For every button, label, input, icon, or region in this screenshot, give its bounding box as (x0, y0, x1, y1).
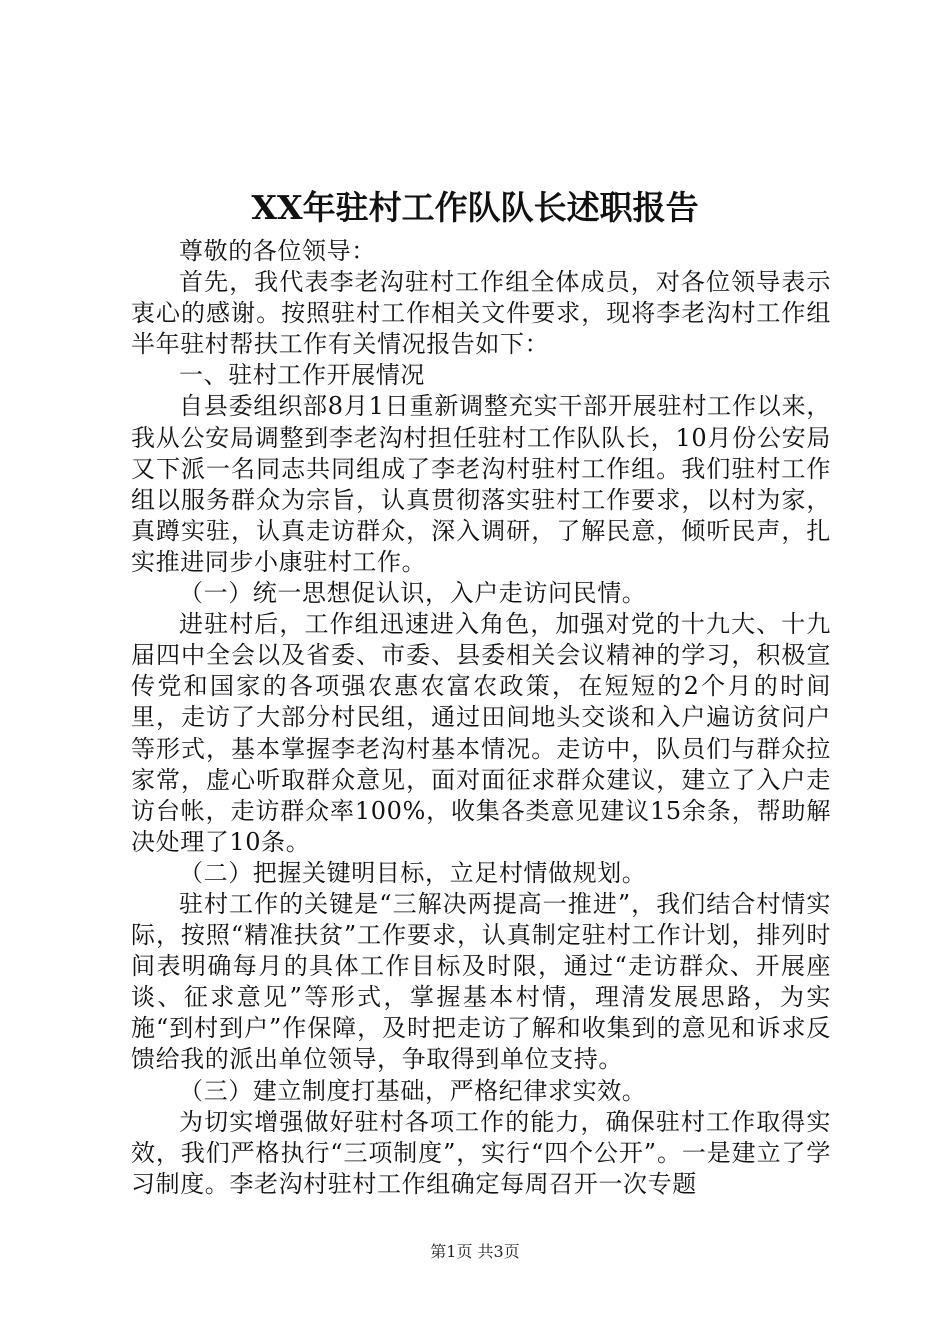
subsection-heading-1: （一）统一思想促认识，入户走访问民情。 (179, 579, 647, 608)
body-paragraph: 为切实增强做好驻村各项工作的能力，确保驻村工作取得实效，我们严格执行“三项制度”，实行“四个公开”。一是建立了学习制度。李老沟村驻村工作组确定每周召开一次专题 (131, 1107, 831, 1198)
document-title: XX年驻村工作队队长述职报告 (251, 188, 699, 227)
body-paragraph: 自县委组织部8月1日重新调整充实干部开展驻村工作以来，我从公安局调整到李老沟村担任驻村工作队队长，10月份公安局又下派一名同志共同组成了李老沟村驻村工作组。我们驻村工作组以服务群众为宗旨，认真贯彻落实驻村工作要求，以村为家，真蹲实驻，认真走访群众，深入调研，了解民意，倾听民声，扎实推进同步小康驻村工作。 (131, 392, 831, 576)
page-footer: 第1页 共3页 (430, 1242, 520, 1261)
intro-paragraph: 首先，我代表李老沟驻村工作组全体成员，对各位领导表示衷心的感谢。按照驻村工作相关文件要求，现将李老沟村工作组半年驻村帮扶工作有关情况报告如下： (131, 268, 831, 359)
body-paragraph: 进驻村后，工作组迅速进入角色，加强对党的十九大、十九届四中全会以及省委、市委、县委相关会议精神的学习，积极宣传党和国家的各项强农惠农富农政策，在短短的2个月的时间里，走访了大部分村民组，通过田间地头交谈和入户遍访贫问户等形式，基本掌握李老沟村基本情况。走访中，队员们与群众拉家常，虚心听取群众意见，面对面征求群众建议，建立了入户走访台帐，走访群众率100%，收集各类意见建议15余条，帮助解决处理了10条。 (131, 610, 831, 856)
section-heading-1: 一、驻村工作开展情况 (179, 361, 425, 390)
salutation: 尊敬的各位领导： (179, 237, 376, 265)
body-paragraph: 驻村工作的关键是“三解决两提高一推进”，我们结合村情实际，按照“精准扶贫”工作要求，认真制定驻村工作计划，排列时间表明确每月的具体工作目标及时限，通过“走访群众、开展座谈、征求意见”等形式，掌握基本村情，理清发展思路，为实施“到村到户”作保障，及时把走访了解和收集到的意见和诉求反馈给我的派出单位领导，争取得到单位支持。 (131, 889, 831, 1074)
document-body (131, 236, 831, 1200)
subsection-heading-3: （三）建立制度打基础，严格纪律求实效。 (179, 1076, 647, 1105)
subsection-heading-2: （二）把握关键明目标，立足村情做规划。 (179, 858, 647, 887)
